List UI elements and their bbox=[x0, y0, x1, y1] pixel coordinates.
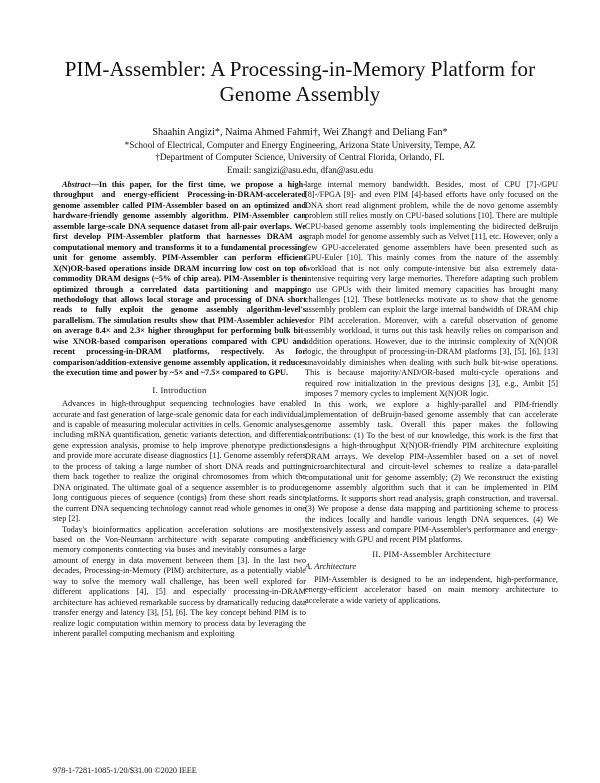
contributions-paragraph: In this work, we explore a highly-parallel and PIM-friendly implementation of deBruijn-based genome assembly that can accelerate genome assembly task. Overall this paper makes the following contributions: (1) To the best of our knowledge, this work is the first that designs a high-throughput X(N)OR-friendly PIM architecture exploiting DRAM arrays. We develop PIM-Assembler based on a set of novel microarchitectural and circuit-level schemes to realize a data-parallel computational unit for genome assembly; (2) We reconstruct the existing genome assembly algorithm such that it can be implemented in PIM platforms. It supports short read analysis, graph construction, and traversal. (3) We propose a dense data mapping and partitioning scheme to process the indices locally and handle various length DNA sequences. (4) We extensively assess and compare PIM-Assembler's performance and energy-efficiency with GPU and recent PIM platforms. bbox=[305, 399, 558, 545]
paper-title: PIM-Assembler: A Processing-in-Memory Platform for Genome Assembly bbox=[64, 57, 536, 106]
affiliation-asu: *School of Electrical, Computer and Energy Engineering, Arizona State University, Tempe, AZ bbox=[124, 140, 476, 150]
email-line: Email: sangizi@asu.edu, dfan@asu.edu bbox=[226, 165, 374, 175]
subsection-heading-architecture: A. Architecture bbox=[305, 561, 357, 572]
right-column bbox=[305, 180, 558, 606]
copyright-footer: 978-1-7281-1085-1/20/$31.00 ©2020 IEEE bbox=[53, 766, 197, 775]
section-heading-introduction: I. Introduction bbox=[152, 384, 207, 395]
intro-paragraph-1: Advances in high-throughput sequencing technologies have enabled accurate and fast generation of large-scale genomic data for each individual, and is capable of measuring molecular activities in cells. Genomic analyses, including mRNA quantification, genetic variants detection, and differential gene expression analysis, promise to help improve phenotype predictions and provide more accurate disease diagnostics [1]. Genome assembly refers to the process of taking a large number of short DNA reads and putting them back together to realize the original chromosomes from which the DNA originated. The ultimate goal of a sequence assembler is to produce long contiguous pieces of sequence (contigs) from these short reads since the current DNA sequencing technology cannot read whole genomes in one step [2]. bbox=[53, 399, 307, 524]
intro-paragraph-2: Today's bioinformatics application acceleration solutions are mostly based on the Von-Neumann architecture with separate computing and memory components connecting via buses and inevitably consumes a large amount of energy in data movement between them [3]. In the last two decades, Processing-in-Memory (PIM) architecture, as a potentially viable way to solve the memory wall challenge, has been well explored for different applications [4], [5] and especially processing-in-DRAM architecture has achieved remarkable success by dramatically reducing data transfer energy and latency [3], [5], [6]. The key concept behind PIM is to realize logic computation within memory to process data by leveraging the inherent parallel computing mechanism and exploiting bbox=[53, 524, 306, 639]
architecture-paragraph: PIM-Assembler is designed to be an independent, high-performance, energy-efficient accelerator based on main memory architecture to accelerate a wide variety of applications. bbox=[305, 574, 558, 605]
affiliation-ucf: †Department of Computer Science, University of Central Florida, Orlando, FL bbox=[155, 152, 445, 162]
intro-paragraph-3: large internal memory bandwidth. Besides, most of CPU [7]-/GPU [8]-/FPGA [9]- and even PIM [4]-based efforts have only focused on the DNA short read alignment problem, while the de novo genome assembly problem still relies mostly on CPU-based solutions [10]. There are multiple CPU-based genome assembly tools implementing the bidirected deBruijn graph model for genome assembly such as Velvet [11], etc. However, only a few GPU-accelerated genome assemblers have been presented such as GPU-Euler [10]. This mainly comes from the nature of the assembly workload that is not only compute-intensive but also extremely data-intensive requiring very large memories. Therefore adapting such problem to use GPUs with their limited memory capacities has brought many challenges [12]. These bottlenecks motivate us to show that the genome assembly problem can exploit the large internal bandwidth of DRAM chip for PIM acceleration. Moreover, with a careful observation of genome assembly workload, it turns out this task heavily relies on comparison and addition operations. However, due to the intrinsic complexity of X(N)OR logic, the throughput of processing-in-DRAM platforms [3], [5], [6], [13] unavoidably diminishes when dealing with such bulk bit-wise operations. This is because majority/AND/OR-based multi-cycle operations and required row initialization in the previous designs [3], e.g., Ambit [5] imposes 7 memory cycles to implement X(N)OR logic. bbox=[305, 180, 558, 399]
abstract bbox=[53, 180, 306, 379]
abstract-text: —In this paper, for the first time, we propose a high-throughput and energy-efficient Processing-in-DRAM-accelerated genome assembler called PIM-Assembler based on an optimized and hardware-friendly genome assembly algorithm. PIM-Assembler can assemble large-scale DNA sequence dataset from all-pair overlaps. We first develop PIM-Assembler platform that harnesses DRAM as computational memory and transforms it to a fundamental processing unit for genome assembly. PIM-Assembler can perform efficient X(N)OR-based operations inside DRAM incurring low cost on top of commodity DRAM designs (~5% of chip area). PIM-Assembler is then optimized through a correlated data partitioning and mapping methodology that allows local storage and processing of DNA short reads to fully exploit the genome assembly algorithm-level's parallelism. The simulation results show that PIM-Assembler achieves on average 8.4× and 2.3× higher throughput for performing bulk bit-wise XNOR-based comparison operations compared with CPU and recent processing-in-DRAM platforms, respectively. As for comparison/addition-extensive genome assembly application, it reduces the execution time and power by ~5× and ~7.5× compared to GPU. bbox=[53, 180, 306, 378]
section-heading-architecture: II. PIM-Assembler Architecture bbox=[372, 548, 491, 559]
left-column bbox=[53, 180, 306, 639]
abstract-lead: Abstract bbox=[62, 180, 91, 189]
paper-authors: Shaahin Angizi*, Naima Ahmed Fahmi†, Wei Zhang† and Deliang Fan* bbox=[152, 127, 448, 138]
